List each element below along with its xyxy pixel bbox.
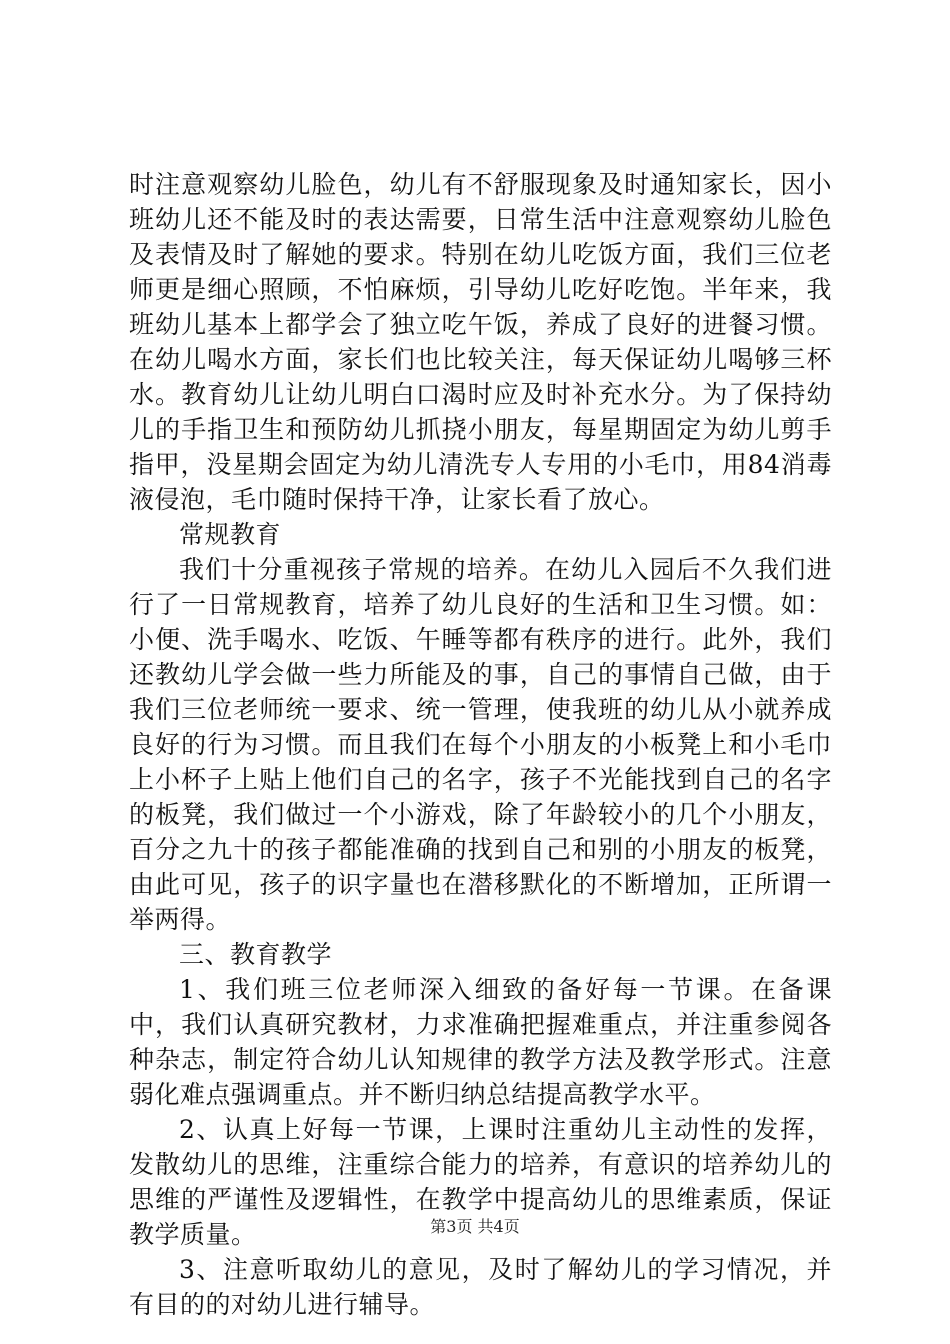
document-body xyxy=(129,167,832,1322)
paragraph-continuation: 时注意观察幼儿脸色，幼儿有不舒服现象及时通知家长，因小班幼儿还不能及时的表达需要，日常生活中注意观察幼儿脸色及表情及时了解她的要求。特别在幼儿吃饭方面，我们三位老师更是细心照顾，不怕麻烦，引导幼儿吃好吃饱。半年来，我班幼儿基本上都学会了独立吃午饭，养成了良好的进餐习惯。在幼儿喝水方面，家长们也比较关注，每天保证幼儿喝够三杯水。教育幼儿让幼儿明白口渴时应及时补充水分。为了保持幼儿的手指卫生和预防幼儿抓挠小朋友，每星期固定为幼儿剪手指甲，没星期会固定为幼儿清洗专人专用的小毛巾，用84消毒液侵泡，毛巾随时保持干净，让家长看了放心。 xyxy=(129,170,832,514)
paragraph-teaching-point-1: 1、我们班三位老师深入细致的备好每一节课。在备课中，我们认真研究教材，力求准确把握难重点，并注重参阅各种杂志，制定符合幼儿认知规律的教学方法及教学形式。注意弱化难点强调重点。并不断归纳总结提高教学水平。 xyxy=(129,975,832,1109)
section-heading-routine-education: 常规教育 xyxy=(179,520,282,549)
section-heading-teaching: 三、教育教学 xyxy=(179,940,333,969)
paragraph-teaching-point-2: 2、认真上好每一节课，上课时注重幼儿主动性的发挥，发散幼儿的思维，注重综合能力的培养，有意识的培养幼儿的思维的严谨性及逻辑性，在教学中提高幼儿的思维素质，保证教学质量。 xyxy=(129,1115,832,1249)
paragraph-teaching-point-3: 3、注意听取幼儿的意见，及时了解幼儿的学习情况，并有目的的对幼儿进行辅导。 xyxy=(129,1255,832,1319)
paragraph-routine-education: 我们十分重视孩子常规的培养。在幼儿入园后不久我们进行了一日常规教育，培养了幼儿良好的生活和卫生习惯。如：小便、洗手喝水、吃饭、午睡等都有秩序的进行。此外，我们还教幼儿学会做一些力所能及的事，自己的事情自己做，由于我们三位老师统一要求、统一管理，使我班的幼儿从小就养成良好的行为习惯。而且我们在每个小朋友的小板凳上和小毛巾上小杯子上贴上他们自己的名字，孩子不光能找到自己的名字的板凳，我们做过一个小游戏，除了年龄较小的几个小朋友，百分之九十的孩子都能准确的找到自己和别的小朋友的板凳，由此可见，孩子的识字量也在潜移默化的不断增加，正所谓一举两得。 xyxy=(129,555,832,934)
page-footer: 第3页 共4页 xyxy=(430,1217,520,1236)
